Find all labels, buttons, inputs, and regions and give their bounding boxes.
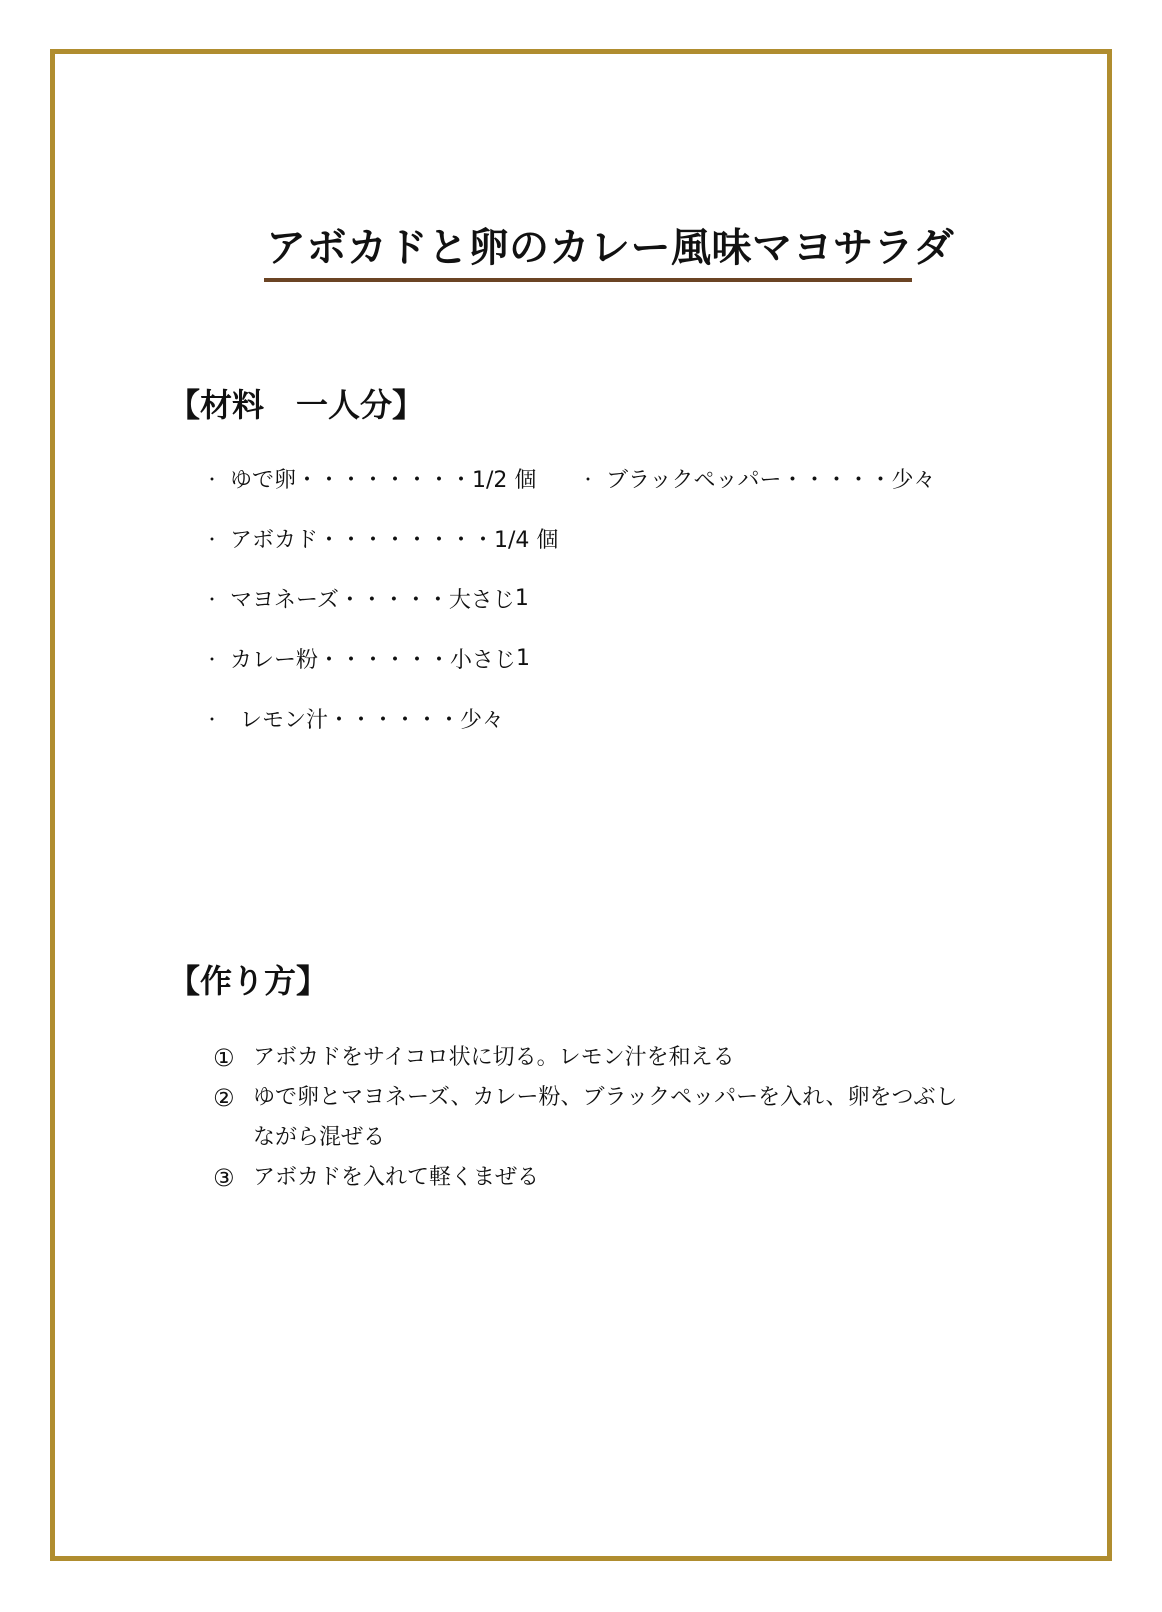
ingredient-item [204,523,558,554]
bullet-icon: ・ [204,470,221,489]
ingredient-name: レモン汁・・・・・・少々 [240,708,505,733]
ingredient-amount: 1 [514,586,529,611]
ingredient-name: ブラックペッパー・・・・・少々 [606,468,936,493]
ingredient-item [204,463,536,494]
method-heading: 【作り方】 [168,962,329,1000]
ingredient-item [204,583,529,614]
step-text: アボカドを入れて軽くまぜる [253,1165,540,1190]
bullet-icon: ・ [204,650,221,669]
page-border-frame [50,49,1112,1561]
ingredient-item [204,643,530,674]
method-step [213,1038,1013,1078]
ingredient-item [580,463,936,494]
step-number: ③ [213,1164,235,1192]
ingredient-amount: 1/2 個 [472,468,537,493]
method-step [213,1158,1013,1198]
bullet-icon: ・ [580,470,597,489]
ingredient-name: カレー粉・・・・・・小さじ [230,648,517,673]
ingredient-amount: 1 [516,646,531,671]
step-number: ② [213,1084,235,1112]
step-text: アボカドをサイコロ状に切る。レモン汁を和える [253,1045,735,1070]
ingredient-name: アボカド・・・・・・・・ [230,528,495,553]
bullet-icon: ・ [204,530,221,549]
ingredient-item [204,703,504,734]
ingredient-name: ゆで卵・・・・・・・・ [230,468,473,493]
ingredient-amount: 1/4 個 [494,528,559,553]
step-number: ① [213,1044,235,1072]
ingredient-name: マヨネーズ・・・・・大さじ [230,588,515,613]
recipe-title: アボカドと卵のカレー風味マヨサラダ [266,225,955,271]
method-steps-list [213,1038,1013,1198]
ingredients-heading: 【材料 一人分】 [168,386,425,424]
title-underline [264,278,912,282]
bullet-icon: ・ [204,710,221,729]
method-step [213,1078,1013,1158]
bullet-icon: ・ [204,590,221,609]
step-text: ゆで卵とマヨネーズ、カレー粉、ブラックペッパーを入れ、卵をつぶしながら混ぜる [253,1085,958,1150]
